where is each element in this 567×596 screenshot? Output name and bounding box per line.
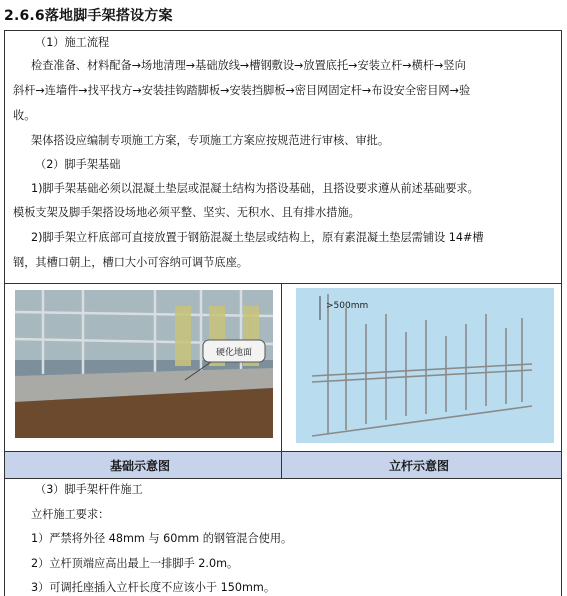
- foundation-illustration: [5, 284, 281, 452]
- flow-line-1: 检查准备、材料配备→场地清理→基础放线→槽钢敷设→放置底托→安装立杆→横杆→竖向: [31, 59, 466, 72]
- foundation-rule-1b: 模板支架及脚手架搭设场地必须平整、坚实、无积水、且有排水措施。: [13, 206, 360, 219]
- flow-line-2: 斜杆→连墙件→找平找方→安装挂钩踏脚板→安装挡脚板→密目网固定杆→布设安全密目网→验: [13, 84, 471, 97]
- upright-caption: 立杆示意图: [389, 459, 450, 473]
- pole-rule-2: 2）立杆顶端应高出最上一排脚手 2.0m。: [31, 557, 239, 570]
- pole-requirements-heading: 立杆施工要求：: [31, 508, 110, 521]
- figure-caption-row: [5, 451, 561, 479]
- content-table: [4, 30, 562, 596]
- upright-figure-cell: [282, 284, 561, 479]
- foundation-rule-1a: 1)脚手架基础必须以混凝土垫层或混凝土结构为搭设基础，且搭设要求遵从前述基础要求。: [31, 182, 479, 195]
- section-title: 2.6.6落地脚手架搭设方案: [4, 8, 173, 24]
- pole-rule-3: 3）可调托座插入立杆长度不应该小于 150mm。: [31, 581, 276, 594]
- upright-pole-illustration: [282, 284, 561, 452]
- plan-approval-text: 架体搭设应编制专项施工方案，专项施工方案应按规范进行审核、审批。: [31, 134, 390, 147]
- height-500mm-label: >500mm: [326, 301, 369, 311]
- pole-rule-1: 1）严禁将外径 48mm 与 60mm 的钢管混合使用。: [31, 532, 293, 545]
- heading-foundation: （2）脚手架基础: [35, 158, 121, 171]
- foundation-rule-2b: 钢，其槽口朝上，槽口大小可容纳可调节底座。: [13, 256, 248, 269]
- foundation-caption: 基础示意图: [110, 459, 171, 473]
- flow-line-3: 收。: [13, 109, 36, 122]
- figure-row: [5, 283, 561, 479]
- heading-construction-flow: （1）施工流程: [35, 36, 110, 49]
- foundation-rule-2a: 2)脚手架立杆底部可直接放置于钢筋混凝土垫层或结构上，原有素混凝土垫层需铺设 14#槽: [31, 231, 484, 244]
- foundation-figure-cell: [5, 284, 282, 479]
- heading-pole-construction: （3）脚手架杆件施工: [35, 483, 143, 496]
- hardened-ground-label: 硬化地面: [215, 348, 253, 358]
